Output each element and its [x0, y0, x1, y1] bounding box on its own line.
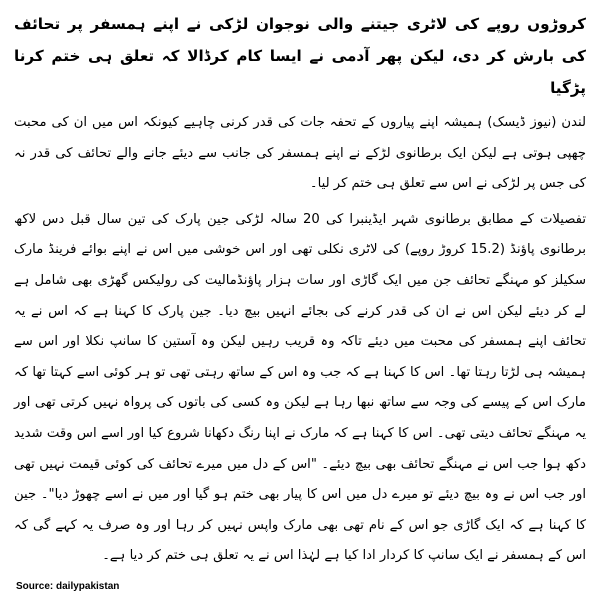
- article-headline: کروڑوں روپے کی لاٹری جیتنے والی نوجوان لڑکی نے اپنے ہمسفر پر تحائف کی بارش کر دی، لیکن پھر آدمی نے ایسا کام کرڈالا کہ تعلق ہی ختم کرنا پڑگیا: [14, 15, 586, 97]
- source-credit: Source: dailypakistan: [16, 581, 120, 592]
- article-body-paragraph: تفصیلات کے مطابق برطانوی شہر ایڈینبرا کی 20 سالہ لڑکی جین پارک کی تین سال قبل دس لاکھ برطانوی پاﺅنڈ (15.2 کروڑ روپے) کی لاٹری نکلی تھی اور اس خوشی میں اس نے اپنے بوائے فرینڈ مارک سکیلز کو مہنگے تحائف جن میں ایک گاڑی اور سات ہزار پاﺅنڈمالیت کی رولیکس گھڑی بھی شامل ہے لے کر دیئے لیکن اس نے ان کی قدر کرنے کی بجائے انہیں بیچ دیا۔ جین پارک کا کہنا ہے کہ اس نے یہ تحائف اپنے ہمسفر کی محبت میں دیئے تاکہ وہ قریب رہیں لیکن وہ آستین کا سانپ نکلا اور اس سے ہمیشہ ہی لڑتا رہتا تھا۔ اس کا کہنا ہے کہ جب وہ اس کے ساتھ رہتی تھی تو ہر کوئی اسے کہتا تھا کہ مارک اس کے پیسے کی وجہ سے ساتھ نبھا رہا ہے لیکن وہ کسی کی باتوں کی پرواہ نہیں کرتی تھی اور یہ مہنگے تحائف دیتی تھی۔ اس کا کہنا ہے کہ مارک نے اپنا رنگ دکھانا شروع کیا اور اسے اس وقت شدید دکھ ہوا جب اس نے مہنگے تحائف بھی بیچ دیئے۔ "اس کے دل میں میرے تحائف کی کوئی قیمت نہیں تھی اور جب اس نے وہ بیچ دیئے تو میرے دل میں اس کا پیار بھی ختم ہو گیا اور میں نے اسے چھوڑ دیا"۔ جین کا کہنا ہے کہ ایک گاڑی جو اس کے نام تھی بھی مارک واپس نہیں کر رہا اور وہ صرف یہ کہے گی کہ اس کے ہمسفر نے ایک سانپ کا کردار ادا کیا ہے لہٰذا اس نے یہ تعلق ہی ختم کر دیا ہے۔: [14, 211, 587, 564]
- article-intro-paragraph: لندن (نیوز ڈیسک) ہمیشہ اپنے پیاروں کے تحفہ جات کی قدر کرنی چاہیے کیونکہ اس میں ان کی محبت چھپی ہوتی ہے لیکن ایک برطانوی لڑکے نے اپنے ہمسفر کی جانب سے دیئے جانے والے تحائف کی قدر نہ کی جس پر لڑکی نے اس سے تعلق ہی ختم کر لیا۔: [14, 115, 586, 192]
